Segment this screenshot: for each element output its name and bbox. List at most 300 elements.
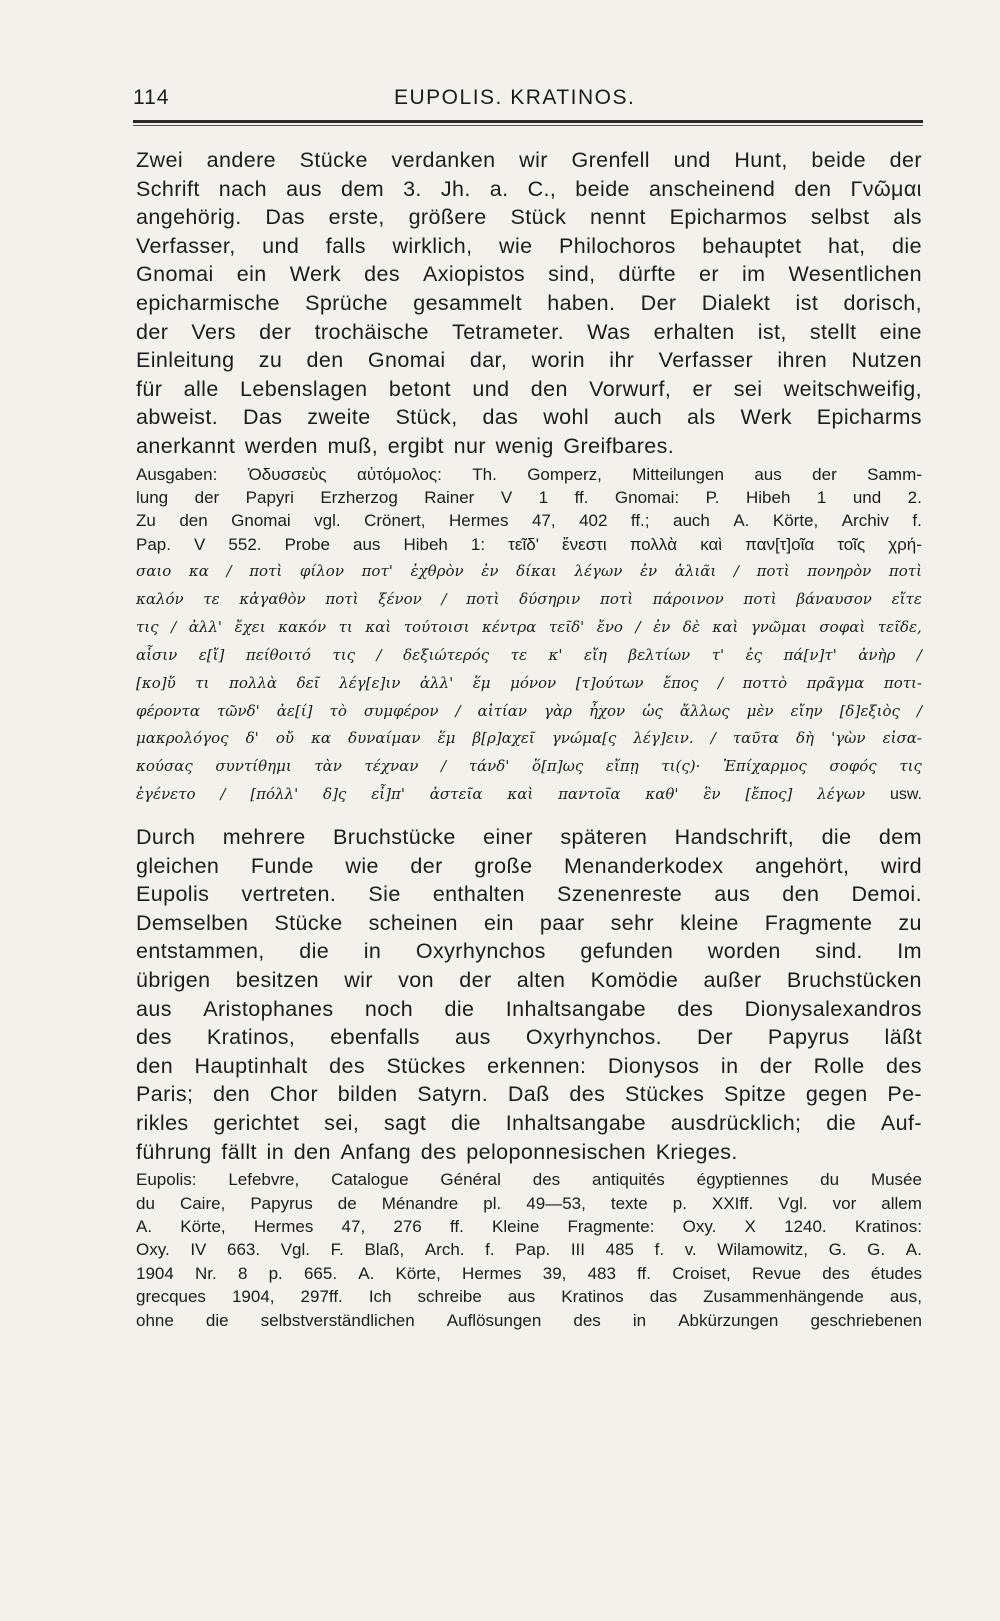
text-line: [136, 937, 922, 966]
word: Papyri: [245, 487, 294, 507]
word: Nutzen: [851, 348, 922, 373]
word: ἦχον: [588, 701, 626, 720]
word: A.: [136, 1217, 153, 1237]
word: und: [262, 233, 300, 258]
word: den: [530, 376, 568, 401]
word: ὡς: [642, 701, 663, 720]
word: τούτοισι: [403, 617, 470, 636]
word: noch: [364, 996, 414, 1021]
word: Samm-: [867, 464, 922, 484]
word: Werk: [740, 405, 792, 430]
word: εἴη: [584, 645, 607, 664]
word: Général: [440, 1170, 501, 1190]
word: 663.: [227, 1240, 261, 1260]
word: 276: [393, 1217, 422, 1237]
word: τε: [203, 589, 220, 608]
word: zu: [258, 348, 283, 373]
word: 1:: [470, 534, 486, 554]
word: /: [220, 785, 226, 804]
word: πάροινον: [652, 589, 724, 608]
word: τι: [338, 617, 353, 636]
word: Oxy.: [682, 1217, 717, 1237]
word: Zu: [136, 511, 156, 531]
word: als: [893, 205, 922, 230]
word: φέροντα: [136, 701, 200, 720]
word: A.: [733, 511, 750, 531]
word: Archiv: [841, 511, 889, 531]
word: wohl: [543, 405, 590, 430]
word: und: [673, 148, 711, 172]
word: Dialekt: [701, 290, 771, 315]
text-line: [136, 203, 922, 232]
word: Pap.: [136, 534, 171, 554]
word: worin: [531, 348, 585, 373]
word: Im: [897, 939, 922, 964]
text-line: [136, 823, 922, 852]
word: pl.: [483, 1193, 502, 1213]
word: Daß: [507, 1082, 550, 1107]
word: f.: [912, 511, 922, 531]
word: A.: [905, 1240, 922, 1260]
word: ε[ἴ]: [198, 645, 225, 664]
word: betont: [388, 376, 452, 401]
word: Epicharms: [816, 405, 922, 430]
word: Gnomai: [136, 262, 214, 287]
word: ἀνὴρ: [858, 645, 896, 664]
word: Lefebvre,: [228, 1170, 300, 1190]
word: εἶ]π': [371, 785, 405, 804]
word: den: [794, 176, 832, 201]
word: τις: [899, 757, 922, 776]
word: κα: [311, 729, 332, 748]
word: bilden: [337, 1082, 398, 1107]
word: κούσας: [136, 757, 193, 776]
word: πολλὰ: [629, 534, 678, 554]
text-line: [136, 725, 922, 753]
word: sei: [733, 376, 763, 401]
text-line: [136, 1192, 922, 1215]
word: ἔνο: [596, 617, 623, 636]
word: Sprüche: [305, 290, 388, 315]
word: Zusammenhängende: [703, 1287, 864, 1307]
word: aus: [286, 176, 322, 201]
word: Spitze: [723, 1082, 787, 1107]
text-line: [136, 781, 922, 809]
word: εἴτε: [891, 589, 922, 608]
word: 1904,: [231, 1287, 275, 1307]
word: fällt: [221, 1139, 257, 1164]
word: grecques: [136, 1287, 206, 1307]
word: τεῖδ': [548, 617, 585, 636]
word: Oxyrhynchos.: [525, 1025, 663, 1050]
word: Fragmente: [764, 910, 873, 935]
word: Dionysos: [607, 1053, 700, 1078]
word: Der: [697, 1025, 733, 1050]
word: ποτὶ: [756, 562, 790, 581]
word: des: [573, 1310, 601, 1330]
word: βελτίων: [628, 645, 691, 664]
word: p.: [268, 1263, 283, 1283]
text-line: [136, 1309, 922, 1332]
word: Körte,: [395, 1263, 441, 1283]
word: und: [852, 487, 882, 507]
word: Komödie: [590, 968, 679, 993]
word: ebenfalls: [330, 1025, 420, 1050]
word: A.: [358, 1263, 375, 1283]
word: Wilamowitz,: [717, 1240, 808, 1260]
word: ergibt: [387, 433, 444, 458]
word: epicharmische: [136, 290, 280, 315]
word: Eupolis: [136, 882, 210, 907]
word: X: [744, 1217, 756, 1237]
word: Nr.: [195, 1263, 217, 1283]
word: Grenfell: [571, 148, 650, 172]
word: Das: [265, 205, 305, 230]
word: usw.: [889, 786, 922, 804]
word: 47,: [341, 1217, 366, 1237]
word: /: [226, 562, 232, 581]
word: des: [364, 262, 400, 287]
word: [κο]ὔ: [136, 673, 176, 692]
word: Inhaltsangabe: [505, 996, 647, 1021]
word: ff.: [449, 1217, 464, 1237]
word: v.: [684, 1240, 697, 1260]
word: enthalten: [432, 882, 525, 907]
word: λέγων: [574, 562, 623, 581]
word: den: [782, 882, 820, 907]
word: αἷσιν: [136, 645, 178, 664]
word: 49—53,: [526, 1193, 586, 1213]
word: gleichen: [136, 853, 220, 878]
word: Croiset,: [672, 1263, 731, 1283]
word: du: [820, 1170, 840, 1190]
text-line: [136, 753, 922, 781]
word: des: [822, 1263, 850, 1283]
note-bibliography: [136, 1168, 922, 1332]
word: C.,: [527, 176, 557, 201]
word: dem: [878, 825, 922, 850]
word: aus: [714, 882, 751, 907]
word: alle: [183, 376, 219, 401]
word: anscheinend: [648, 176, 776, 201]
word: eine: [879, 319, 922, 344]
word: beide: [811, 148, 866, 172]
word: ἐν: [653, 617, 671, 636]
text-line: [136, 880, 922, 909]
word: Schrift: [136, 176, 200, 201]
word: Hermes: [462, 1263, 522, 1283]
word: δὴ: [795, 729, 814, 748]
text-line: [136, 260, 922, 289]
word: μακρολόγος: [136, 729, 229, 748]
word: vgl.: [314, 511, 341, 531]
word: du: [136, 1193, 155, 1213]
word: vertreten.: [241, 882, 337, 907]
word: Funde: [250, 853, 314, 878]
word: als: [686, 405, 716, 430]
word: εἰσα-: [882, 729, 922, 748]
word: Durch: [136, 825, 196, 850]
word: 1240.: [784, 1217, 827, 1237]
word: 8: [237, 1263, 248, 1283]
text-line: [136, 1168, 922, 1191]
word: sagt: [384, 1111, 427, 1136]
word: falls: [325, 233, 366, 258]
word: Hibeh: [403, 534, 448, 554]
word: βάναυσον: [796, 589, 872, 608]
text-line: [136, 146, 922, 175]
word: τὰν: [314, 757, 342, 776]
word: der: [410, 853, 443, 878]
word: die: [892, 233, 922, 258]
word: καὶ: [700, 534, 723, 554]
word: Γνῶμαι: [850, 176, 922, 201]
word: Vgl.: [280, 1240, 311, 1260]
running-title: EUPOLIS. KRATINOS.: [394, 86, 636, 109]
word: ist,: [757, 319, 787, 344]
word: wie: [499, 233, 533, 258]
word: ταῦτα: [732, 729, 779, 748]
word: angehörig.: [136, 205, 242, 230]
word: ἐν: [481, 562, 499, 581]
word: gegen: [805, 1082, 868, 1107]
word: 47,: [531, 511, 556, 531]
word: späteren: [560, 825, 648, 850]
word: [ἔπος]: [745, 785, 793, 804]
word: πρᾶγμα: [806, 673, 865, 692]
word: Auflösungen: [446, 1310, 542, 1330]
text-line: [136, 698, 922, 726]
word: des: [420, 1139, 457, 1164]
text-line: [136, 486, 922, 509]
word: Auf-: [880, 1111, 922, 1136]
word: Ἐπίχαρμος: [723, 757, 807, 776]
word: muß,: [327, 433, 379, 458]
word: die: [451, 1111, 481, 1136]
word: ἐγένετο: [136, 785, 196, 804]
word: andere: [206, 148, 277, 172]
word: f.: [485, 1240, 495, 1260]
word: erhalten: [653, 319, 735, 344]
word: Kratinos: [561, 1287, 624, 1307]
word: der: [459, 968, 492, 993]
word: τε: [510, 645, 528, 664]
word: Stück: [510, 205, 567, 230]
word: auch: [613, 405, 663, 430]
word: führung: [136, 1139, 212, 1164]
text-line: [136, 1109, 922, 1138]
word: den: [136, 1053, 174, 1078]
word: ποτὶ: [249, 562, 283, 581]
word: F.: [330, 1240, 344, 1260]
word: ἔπος: [663, 673, 699, 692]
word: allem: [881, 1193, 922, 1213]
word: Jh.: [440, 176, 471, 201]
word: Kleine: [492, 1217, 540, 1237]
word: δυναίμαν: [348, 729, 421, 748]
word: paar: [539, 910, 585, 935]
text-line: [136, 346, 922, 375]
text-line: [136, 375, 922, 404]
word: selbst: [810, 205, 870, 230]
word: ἔνεστι: [561, 534, 607, 554]
word: er: [698, 262, 719, 287]
text-line: [136, 1052, 922, 1081]
word: der: [194, 487, 220, 507]
word: Das: [242, 405, 283, 430]
word: einer: [483, 825, 533, 850]
word: σοφαὶ: [819, 617, 866, 636]
word: πά[ν]τ': [783, 645, 837, 664]
word: Anfang: [340, 1139, 412, 1164]
word: der: [759, 1053, 793, 1078]
word: beide: [575, 176, 630, 201]
word: erkennen:: [487, 1053, 587, 1078]
word: ποτ': [361, 562, 393, 581]
word: nennt: [590, 205, 646, 230]
word: /: [376, 645, 382, 664]
word: werden: [244, 433, 318, 458]
word: πονηρὸν: [807, 562, 872, 581]
word: λέγων: [817, 785, 866, 804]
word: schreibe: [417, 1287, 482, 1307]
word: ἐν: [639, 562, 658, 581]
word: τις: [332, 645, 356, 664]
word: sind,: [548, 262, 596, 287]
word: die: [821, 825, 852, 850]
word: Inhaltsangabe: [505, 1111, 646, 1136]
word: égyptiennes: [696, 1170, 789, 1190]
word: κα: [188, 562, 209, 581]
word: dem: [340, 176, 385, 201]
word: große: [474, 853, 533, 878]
word: ὅ[π]ως: [532, 757, 584, 776]
word: Hermes: [448, 511, 509, 531]
word: ff.: [574, 487, 589, 507]
word: πολλὰ: [228, 673, 278, 692]
word: τι: [195, 673, 210, 692]
greek-quotation: [136, 558, 922, 809]
word: aus,: [889, 1287, 922, 1307]
word: Th.: [472, 464, 497, 484]
word: Verfasser: [658, 348, 754, 373]
word: anerkannt: [136, 433, 236, 458]
word: παν[τ]οῖα: [745, 534, 815, 554]
word: Oxyrhynchos: [415, 939, 546, 964]
word: scheinen: [368, 910, 458, 935]
word: τι(ς)·: [661, 757, 701, 776]
word: 402: [579, 511, 608, 531]
word: πείθοιτό: [245, 645, 311, 664]
word: 'γὼν: [831, 729, 866, 748]
word: rikles: [136, 1111, 189, 1136]
word: Satyrn.: [417, 1082, 489, 1107]
word: /: [916, 701, 922, 720]
word: δ]ς: [323, 785, 347, 804]
word: ποτὶ: [888, 562, 922, 581]
word: XXIff.: [711, 1193, 754, 1213]
text-line: [136, 318, 922, 347]
word: vor: [832, 1193, 857, 1213]
word: stellt: [809, 319, 857, 344]
word: Catalogue: [331, 1170, 409, 1190]
word: Der: [640, 290, 677, 315]
word: Was: [587, 319, 631, 344]
word: ausdrücklich;: [670, 1111, 802, 1136]
word: δύσηριν: [519, 589, 581, 608]
text-line: [136, 670, 922, 698]
word: Hibeh: [745, 487, 791, 507]
word: ihr: [609, 348, 635, 373]
word: sehr: [610, 910, 655, 935]
word: συμφέρον: [363, 701, 439, 720]
word: Ausgaben:: [136, 464, 218, 484]
word: 665.: [303, 1263, 338, 1283]
word: Handschrift,: [674, 825, 795, 850]
word: in: [266, 1139, 285, 1164]
word: 3.: [403, 176, 422, 201]
word: Wesentlichen: [788, 262, 922, 287]
word: ἁλιᾶι: [674, 562, 717, 581]
word: 1: [538, 487, 549, 507]
note-editions: [136, 463, 922, 557]
word: Axiopistos: [423, 262, 526, 287]
word: Kratinos:: [854, 1217, 922, 1237]
word: ff.: [637, 1263, 652, 1283]
word: ist: [795, 290, 819, 315]
word: ποττὸ: [742, 673, 788, 692]
word: besitzen: [235, 968, 320, 993]
word: des: [136, 1025, 172, 1050]
word: ἐχθρὸν: [410, 562, 464, 581]
word: ποτὶ: [466, 589, 500, 608]
word: τοῖς: [837, 534, 866, 554]
word: γνώμα[ς: [551, 729, 617, 748]
text-line: [136, 432, 922, 461]
word: wie: [345, 853, 379, 878]
text-line: [136, 642, 922, 670]
word: läßt: [884, 1025, 922, 1050]
word: β[ρ]αχεῖ: [472, 729, 535, 748]
word: Greifbares.: [563, 433, 675, 458]
word: Krieges.: [655, 1139, 738, 1164]
word: Ménandre: [381, 1193, 459, 1213]
word: zweite: [307, 405, 371, 430]
word: für: [136, 376, 163, 401]
word: κ': [548, 645, 563, 664]
word: Vgl.: [778, 1193, 808, 1213]
word: δ': [245, 729, 259, 748]
word: καθ': [645, 785, 679, 804]
word: Mitteilungen: [632, 464, 724, 484]
word: études: [870, 1263, 922, 1283]
word: die: [444, 996, 475, 1021]
word: p.: [672, 1193, 687, 1213]
word: V: [500, 487, 513, 507]
word: außer: [703, 968, 762, 993]
word: λέγ]ειν.: [633, 729, 694, 748]
word: der: [259, 319, 292, 344]
word: Blaß,: [364, 1240, 405, 1260]
word: [πόλλ': [250, 785, 299, 804]
word: φίλον: [299, 562, 344, 581]
word: Epicharmos: [669, 205, 788, 230]
word: τεῖδε,: [877, 617, 922, 636]
word: ἀλλ': [188, 617, 222, 636]
word: peloponnesischen: [466, 1139, 647, 1164]
word: Zwei: [136, 148, 183, 172]
word: Fragmente:: [567, 1217, 655, 1237]
